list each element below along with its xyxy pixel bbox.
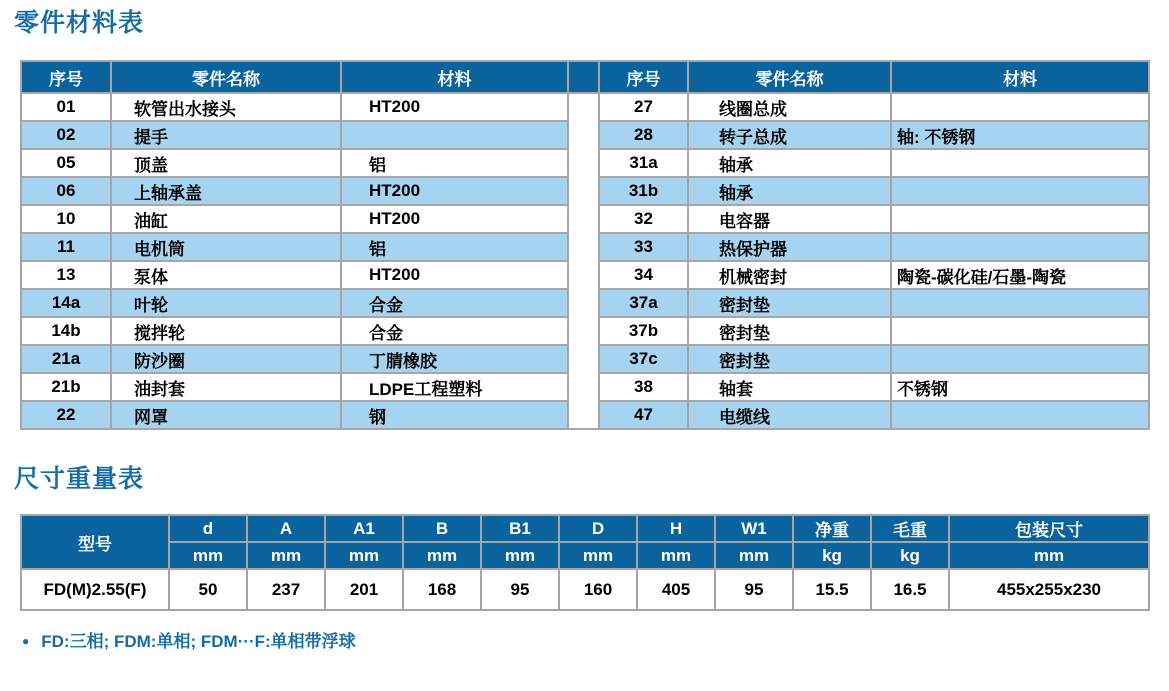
col-header-name-right: 零件名称 <box>688 61 891 93</box>
part-material: HT200 <box>341 177 568 205</box>
col-header-a1: A1 <box>325 515 403 542</box>
part-no: 01 <box>21 93 111 121</box>
col-header-w1: W1 <box>715 515 793 542</box>
part-material: 铝 <box>341 233 568 261</box>
part-name: 提手 <box>111 121 341 149</box>
spec-value-cell: 16.5 <box>871 569 949 610</box>
part-no: 22 <box>21 401 111 429</box>
part-name: 软管出水接头 <box>111 93 341 121</box>
part-material: HT200 <box>341 93 568 121</box>
part-no: 14b <box>21 317 111 345</box>
spec-value-cell: 405 <box>637 569 715 610</box>
col-header-no-right: 序号 <box>599 61 688 93</box>
dimension-weight-table <box>20 514 1150 611</box>
part-material: 轴: 不锈钢 <box>891 121 1149 149</box>
unit-cell: kg <box>871 542 949 569</box>
part-no: 10 <box>21 205 111 233</box>
part-no: 06 <box>21 177 111 205</box>
parts-row <box>21 93 1149 121</box>
unit-cell: mm <box>949 542 1149 569</box>
dims-header-label-row <box>21 515 1149 542</box>
dims-data-row <box>21 569 1149 610</box>
col-header-material-right: 材料 <box>891 61 1149 93</box>
part-material <box>891 401 1149 429</box>
col-header-model: 型号 <box>21 515 169 569</box>
unit-cell: mm <box>481 542 559 569</box>
part-no: 14a <box>21 289 111 317</box>
unit-cell: mm <box>169 542 247 569</box>
part-no: 47 <box>599 401 688 429</box>
part-name: 油封套 <box>111 373 341 401</box>
part-material: HT200 <box>341 205 568 233</box>
part-name: 轴套 <box>688 373 891 401</box>
part-material: 铝 <box>341 149 568 177</box>
unit-cell: mm <box>559 542 637 569</box>
part-name: 泵体 <box>111 261 341 289</box>
part-name: 油缸 <box>111 205 341 233</box>
spec-value-cell: 168 <box>403 569 481 610</box>
page <box>0 8 1169 652</box>
part-name: 电容器 <box>688 205 891 233</box>
col-header-name-left: 零件名称 <box>111 61 341 93</box>
unit-cell: mm <box>715 542 793 569</box>
part-name: 电机筒 <box>111 233 341 261</box>
part-no: 31a <box>599 149 688 177</box>
part-material: 陶瓷-碳化硅/石墨-陶瓷 <box>891 261 1149 289</box>
bullet-icon: ● <box>22 634 30 648</box>
col-header-gross-weight: 毛重 <box>871 515 949 542</box>
spec-value-cell: 95 <box>481 569 559 610</box>
col-header-package-size: 包装尺寸 <box>949 515 1149 542</box>
part-no: 37a <box>599 289 688 317</box>
spec-value-cell: 15.5 <box>793 569 871 610</box>
spec-value-cell: 50 <box>169 569 247 610</box>
part-no: 28 <box>599 121 688 149</box>
part-material: 不锈钢 <box>891 373 1149 401</box>
spec-value-cell: 455x255x230 <box>949 569 1149 610</box>
table-gutter <box>568 93 599 429</box>
part-no: 33 <box>599 233 688 261</box>
part-name: 搅拌轮 <box>111 317 341 345</box>
part-material <box>891 149 1149 177</box>
model-cell: FD(M)2.55(F) <box>21 569 169 610</box>
part-no: 37b <box>599 317 688 345</box>
part-material <box>891 93 1149 121</box>
spec-value-cell: 201 <box>325 569 403 610</box>
part-material: 合金 <box>341 317 568 345</box>
part-no: 31b <box>599 177 688 205</box>
part-material <box>341 121 568 149</box>
part-material <box>891 289 1149 317</box>
part-name: 顶盖 <box>111 149 341 177</box>
part-material <box>891 205 1149 233</box>
part-name: 轴承 <box>688 149 891 177</box>
part-no: 13 <box>21 261 111 289</box>
col-header-b1: B1 <box>481 515 559 542</box>
gutter-header <box>568 61 599 93</box>
part-no: 34 <box>599 261 688 289</box>
dims-table-title: 尺寸重量表 <box>14 465 145 493</box>
col-header-d: d <box>169 515 247 542</box>
unit-cell: mm <box>637 542 715 569</box>
part-no: 37c <box>599 345 688 373</box>
parts-material-table <box>20 60 1150 430</box>
col-header-dd: D <box>559 515 637 542</box>
part-no: 21a <box>21 345 111 373</box>
unit-cell: mm <box>247 542 325 569</box>
part-name: 热保护器 <box>688 233 891 261</box>
parts-header-row <box>21 61 1149 93</box>
col-header-no-left: 序号 <box>21 61 111 93</box>
part-no: 05 <box>21 149 111 177</box>
part-name: 密封垫 <box>688 317 891 345</box>
part-material: 钢 <box>341 401 568 429</box>
footnote-text: FD:三相; FDM:单相; FDM···F:单相带浮球 <box>41 632 356 651</box>
part-name: 轴承 <box>688 177 891 205</box>
part-name: 密封垫 <box>688 345 891 373</box>
part-no: 27 <box>599 93 688 121</box>
col-header-h: H <box>637 515 715 542</box>
unit-cell: kg <box>793 542 871 569</box>
part-name: 机械密封 <box>688 261 891 289</box>
part-material <box>891 177 1149 205</box>
part-material <box>891 345 1149 373</box>
part-material: 丁腈橡胶 <box>341 345 568 373</box>
spec-value-cell: 95 <box>715 569 793 610</box>
part-name: 网罩 <box>111 401 341 429</box>
parts-table-title: 零件材料表 <box>14 9 145 37</box>
part-name: 上轴承盖 <box>111 177 341 205</box>
part-name: 密封垫 <box>688 289 891 317</box>
col-header-b: B <box>403 515 481 542</box>
part-name: 转子总成 <box>688 121 891 149</box>
part-material <box>891 317 1149 345</box>
part-material <box>891 233 1149 261</box>
spec-value-cell: 160 <box>559 569 637 610</box>
part-material: 合金 <box>341 289 568 317</box>
part-no: 32 <box>599 205 688 233</box>
unit-cell: mm <box>403 542 481 569</box>
footnote <box>22 627 1169 652</box>
part-no: 21b <box>21 373 111 401</box>
part-material: HT200 <box>341 261 568 289</box>
dims-header-unit-row <box>21 542 1149 569</box>
col-header-a: A <box>247 515 325 542</box>
part-no: 02 <box>21 121 111 149</box>
part-no: 11 <box>21 233 111 261</box>
col-header-material-left: 材料 <box>341 61 568 93</box>
part-name: 叶轮 <box>111 289 341 317</box>
spec-value-cell: 237 <box>247 569 325 610</box>
part-name: 线圈总成 <box>688 93 891 121</box>
part-no: 38 <box>599 373 688 401</box>
unit-cell: mm <box>325 542 403 569</box>
col-header-net-weight: 净重 <box>793 515 871 542</box>
part-name: 防沙圈 <box>111 345 341 373</box>
part-material: LDPE工程塑料 <box>341 373 568 401</box>
part-name: 电缆线 <box>688 401 891 429</box>
